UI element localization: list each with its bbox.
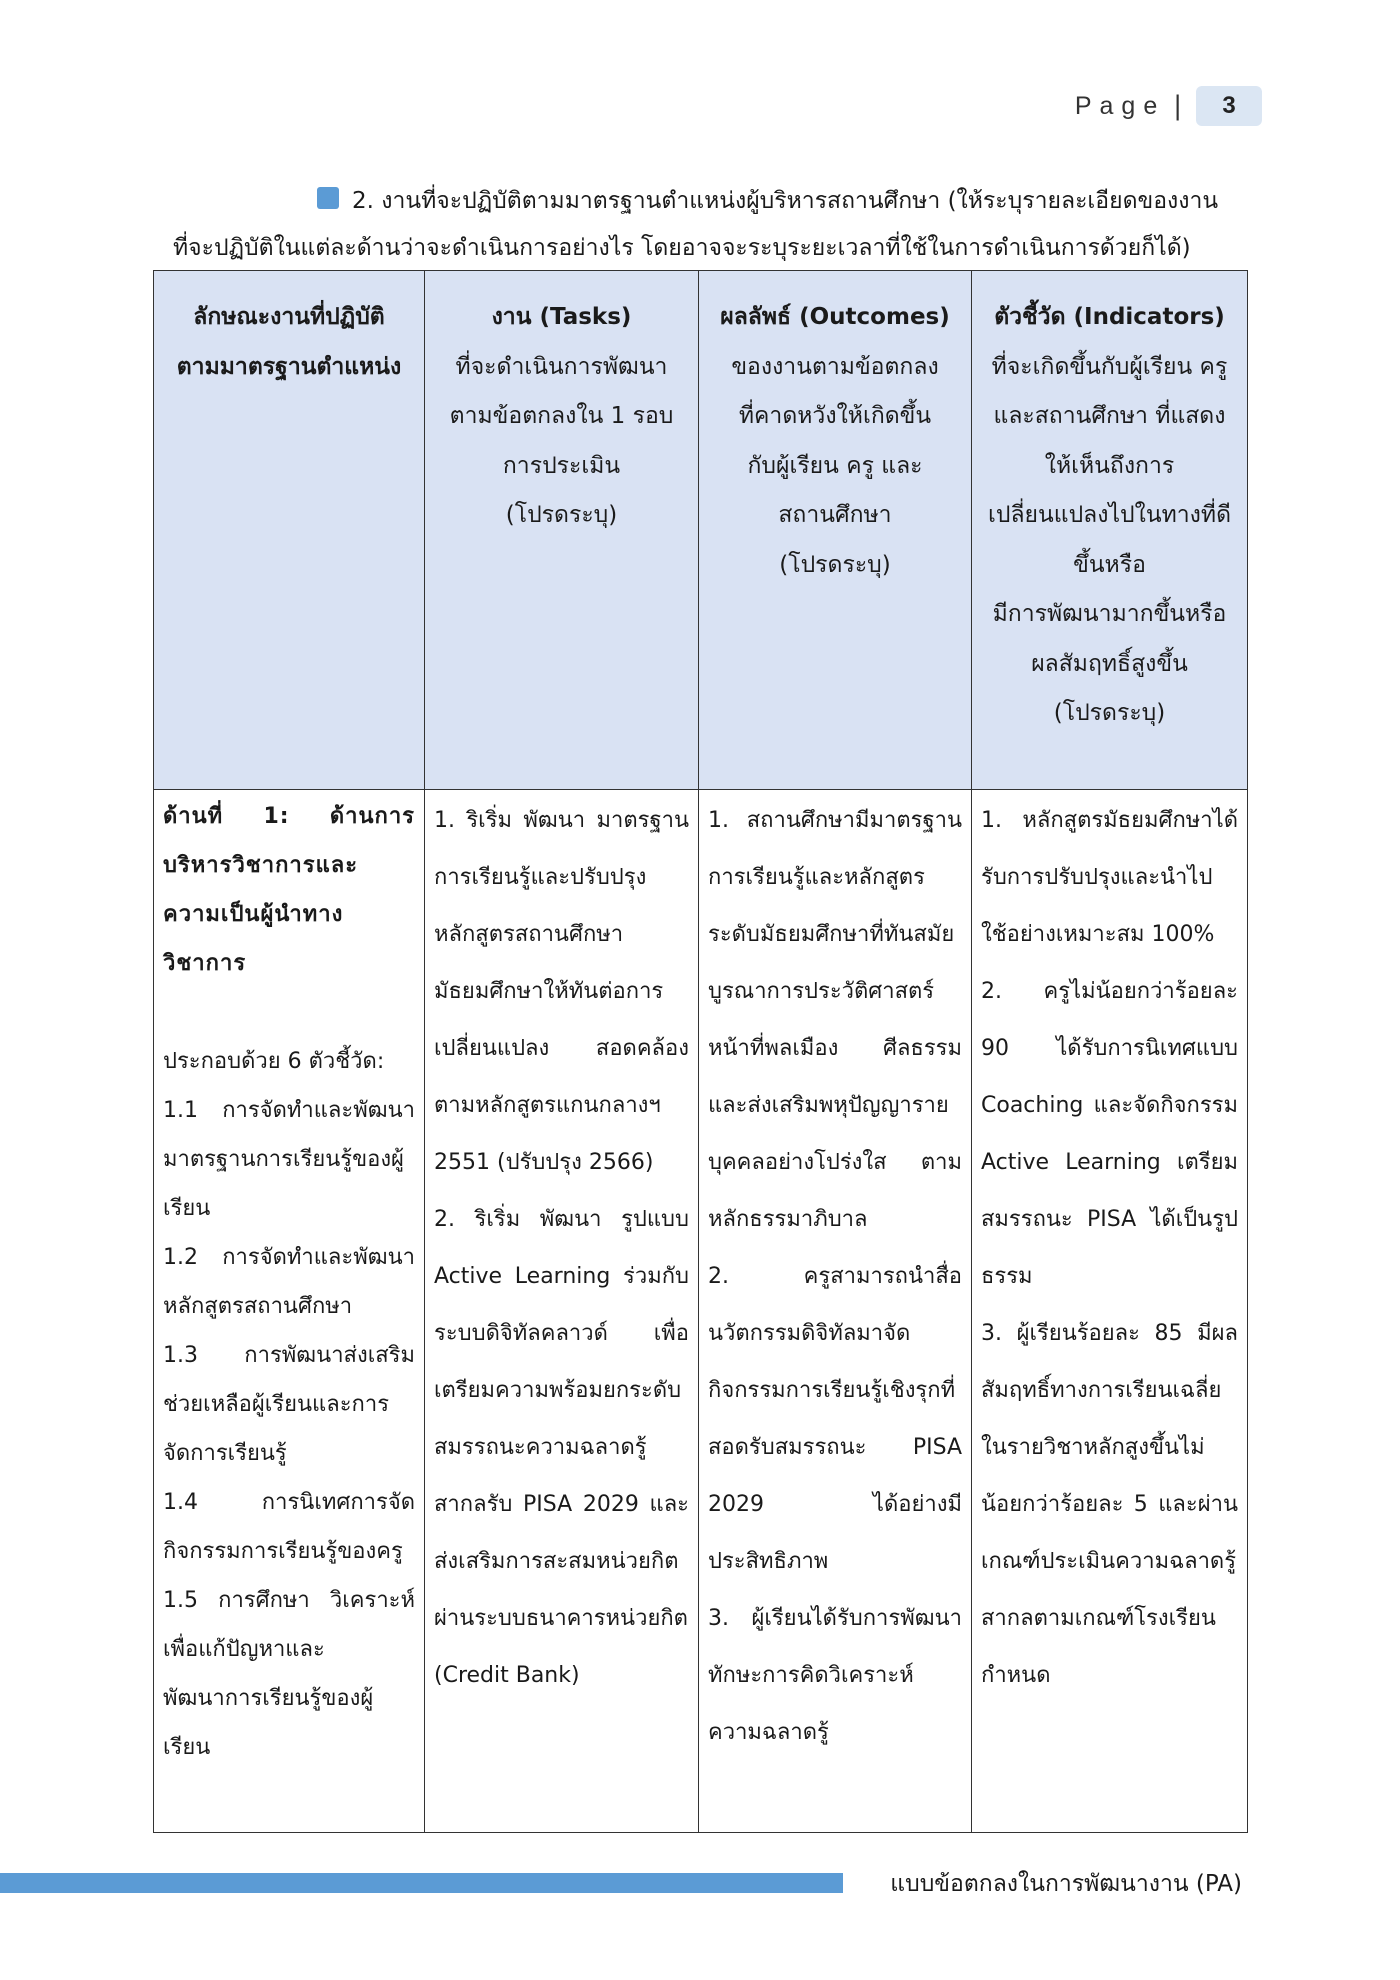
header-line: ของงานตามข้อตกลง	[731, 353, 939, 380]
table-header-row	[154, 271, 1248, 790]
header-line: ที่จะดำเนินการพัฒนา	[455, 353, 668, 380]
task-item: 2. ริเริ่ม พัฒนา รูปแบบ Active Learning ร่วมกับระบบดิจิทัลคลาวด์ เพื่อเตรียมความพร้อมยกระดับสมรรถนะความฉลาดรู้สากลรับ PISA 2029 และส่งเสริมการสะสมหน่วยกิตผ่านระบบธนาคารหน่วยกิต (Credit Bank)	[434, 1207, 689, 1688]
header-title: ตัวชี้วัด (Indicators)	[994, 304, 1225, 330]
section-intro	[173, 178, 1233, 272]
intro-line-1	[173, 178, 1233, 225]
task-item: 1. ริเริ่ม พัฒนา มาตรฐานการเรียนรู้และปรับปรุงหลักสูตรสถานศึกษามัธยมศึกษาให้ทันต่อการเปลี่ยนแปลง สอดคล้องตามหลักสูตรแกนกลางฯ 2551 (ปรับปรุง 2566)	[434, 808, 689, 1175]
outcome-item: 2. ครูสามารถนำสื่อนวัตกรรมดิจิทัลมาจัดกิจกรรมการเรียนรู้เชิงรุกที่สอดรับสมรรถนะ PISA 2029 ได้อย่างมีประสิทธิภาพ	[708, 1264, 962, 1574]
intro-line-1-text: 2. งานที่จะปฏิบัติตามมาตรฐานตำแหน่งผู้บริหารสถานศึกษา (ให้ระบุรายละเอียดของงาน	[352, 188, 1219, 214]
header-line: เปลี่ยนแปลงไปในทางที่ดี	[987, 502, 1232, 528]
indicator-item: 1.5 การศึกษา วิเคราะห์ เพื่อแก้ปัญหาและพัฒนาการเรียนรู้ของผู้เรียน	[163, 1588, 415, 1760]
footer-accent-bar	[0, 1873, 843, 1893]
header-line: (โปรดระบุ)	[779, 551, 891, 578]
cell-standard	[154, 790, 425, 1833]
header-line: ที่จะเกิดขึ้นกับผู้เรียน ครู	[991, 353, 1228, 380]
page-number: 3	[1196, 86, 1262, 126]
page-label: Page	[1074, 91, 1166, 120]
cell-tasks	[425, 790, 699, 1833]
footer-title: แบบข้อตกลงในการพัฒนางาน (PA)	[890, 1871, 1242, 1897]
header-line: ผลสัมฤทธิ์สูงขึ้น	[1031, 650, 1188, 677]
indicator-item: 1.2 การจัดทำและพัฒนาหลักสูตรสถานศึกษา	[163, 1245, 415, 1319]
indicator-target: 2. ครูไม่น้อยกว่าร้อยละ 90 ได้รับการนิเทศแบบ Coaching และจัดกิจกรรม Active Learning เตรียมสมรรถนะ PISA ได้เป็นรูปธรรม	[981, 979, 1238, 1289]
header-line: ขึ้นหรือ	[1073, 551, 1146, 578]
cell-outcomes	[699, 790, 972, 1833]
header-line: กับผู้เรียน ครู และ	[747, 452, 923, 479]
indicator-item: 1.1 การจัดทำและพัฒนามาตรฐานการเรียนรู้ของผู้เรียน	[163, 1098, 415, 1221]
header-line: การประเมิน	[502, 452, 621, 479]
pa-table	[153, 270, 1248, 1833]
header-line: มีการพัฒนามากขึ้นหรือ	[992, 601, 1227, 627]
header-cell-indicators	[972, 271, 1248, 790]
header-line: (โปรดระบุ)	[505, 502, 618, 528]
spacer	[163, 988, 415, 1037]
header-line: (โปรดระบุ)	[1053, 700, 1166, 726]
header-cell-tasks	[425, 271, 699, 790]
table-row	[154, 790, 1248, 1833]
header-title: ผลลัพธ์ (Outcomes)	[720, 304, 950, 330]
indicator-item: 1.4 การนิเทศการจัดกิจกรรมการเรียนรู้ของครู	[163, 1490, 415, 1564]
header-line: สถานศึกษา	[778, 502, 892, 528]
outcome-item: 1. สถานศึกษามีมาตรฐานการเรียนรู้และหลักสูตรระดับมัธยมศึกษาที่ทันสมัย บูรณาการประวัติศาสตร์ หน้าที่พลเมือง ศีลธรรม และส่งเสริมพหุปัญญารายบุคคลอย่างโปร่งใส ตามหลักธรรมาภิบาล	[708, 808, 962, 1232]
header-line: และสถานศึกษา ที่แสดง	[993, 403, 1226, 429]
header-line: ให้เห็นถึงการ	[1044, 452, 1175, 479]
indicator-target: 3. ผู้เรียนร้อยละ 85 มีผลสัมฤทธิ์ทางการเรียนเฉลี่ยในรายวิชาหลักสูงขึ้นไม่น้อยกว่าร้อยละ 5 และผ่านเกณฑ์ประเมินความฉลาดรู้สากลตามเกณฑ์โรงเรียนกำหนด	[981, 1321, 1238, 1688]
cell-indicators	[972, 790, 1248, 1833]
page-separator: |	[1173, 91, 1182, 121]
header-line: ตามข้อตกลงใน 1 รอบ	[449, 403, 674, 429]
header-cell-standard	[154, 271, 425, 790]
page-header	[1075, 86, 1262, 126]
header-line: ที่คาดหวังให้เกิดขึ้น	[738, 403, 932, 429]
header-title: ลักษณะงานที่ปฏิบัติ	[193, 304, 385, 330]
indicator-count: ประกอบด้วย 6 ตัวชี้วัด:	[163, 1049, 385, 1074]
indicator-target: 1. หลักสูตรมัธยมศึกษาได้รับการปรับปรุงและนำไปใช้อย่างเหมาะสม 100%	[981, 808, 1238, 947]
header-title: งาน (Tasks)	[491, 304, 632, 330]
square-bullet-icon	[317, 187, 339, 209]
header-line: ตามมาตรฐานตำแหน่ง	[176, 353, 402, 380]
outcome-item: 3. ผู้เรียนได้รับการพัฒนาทักษะการคิดวิเคราะห์ ความฉลาดรู้	[708, 1606, 962, 1745]
intro-line-2: ที่จะปฏิบัติในแต่ละด้านว่าจะดำเนินการอย่างไร โดยอาจจะระบุระยะเวลาที่ใช้ในการดำเนินการด้วยก็ได้)	[173, 235, 1191, 261]
indicator-item: 1.3 การพัฒนาส่งเสริมช่วยเหลือผู้เรียนและการจัดการเรียนรู้	[163, 1343, 415, 1466]
header-cell-outcomes	[699, 271, 972, 790]
domain-title: ด้านที่ 1: ด้านการบริหารวิชาการและความเป็นผู้นำทางวิชาการ	[163, 804, 415, 976]
